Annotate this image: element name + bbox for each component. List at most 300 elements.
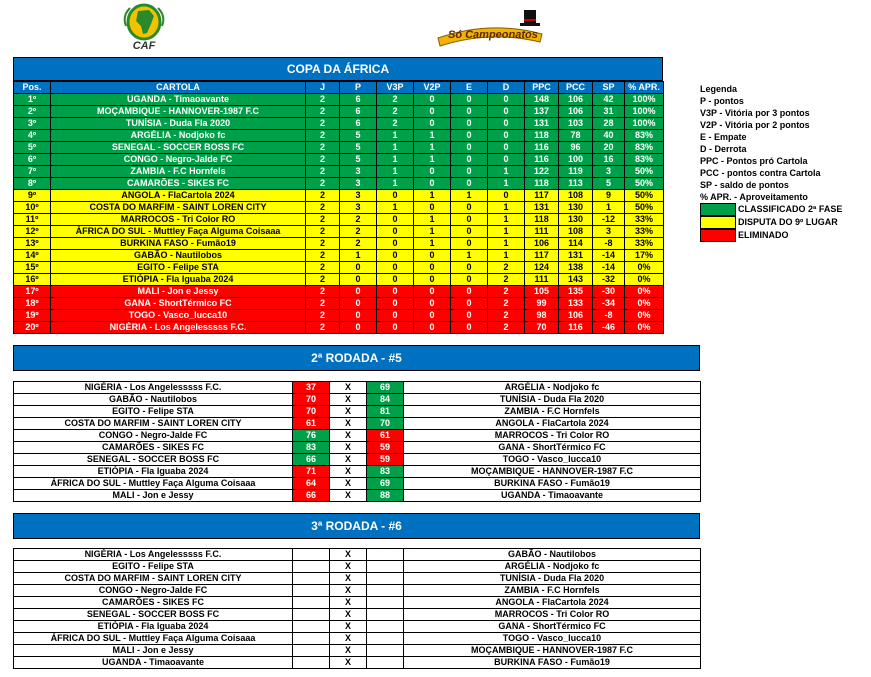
stat-cell: 100%: [625, 106, 664, 118]
stat-cell: 17º: [14, 286, 51, 298]
away-team-cell: BURKINA FASO - Fumão19: [404, 478, 701, 490]
stat-cell: -30: [593, 286, 625, 298]
stat-cell: 143: [559, 274, 593, 286]
standings-row: [14, 178, 664, 190]
away-team-cell: TOGO - Vasco_lucca10: [404, 633, 701, 645]
header-cell: Pos.: [14, 82, 51, 94]
stat-cell: 116: [525, 142, 559, 154]
stat-cell: 3: [593, 166, 625, 178]
header-cell: E: [451, 82, 488, 94]
standings-row: [14, 322, 664, 334]
stat-cell: 33%: [625, 214, 664, 226]
stat-cell: 0: [451, 178, 488, 190]
stat-cell: 1: [377, 178, 414, 190]
stat-cell: 1º: [14, 94, 51, 106]
stat-cell: 137: [525, 106, 559, 118]
legend-item: SP - saldo de pontos: [700, 180, 789, 190]
stat-cell: 0: [414, 262, 451, 274]
versus-cell: X: [330, 597, 367, 609]
stat-cell: 0: [340, 274, 377, 286]
stat-cell: 6: [340, 94, 377, 106]
top-hat-icon: [430, 8, 550, 48]
standings-row: [14, 226, 664, 238]
stat-cell: 83%: [625, 130, 664, 142]
stat-cell: 33%: [625, 238, 664, 250]
standings-row: [14, 142, 664, 154]
match-row: [14, 418, 701, 430]
stat-cell: 1: [488, 178, 525, 190]
versus-cell: X: [330, 382, 367, 394]
match-row: [14, 406, 701, 418]
header-cell: D: [488, 82, 525, 94]
stat-cell: 0: [377, 322, 414, 334]
away-team-cell: MOÇAMBIQUE - HANNOVER-1987 F.C: [404, 466, 701, 478]
standings-row: [14, 262, 664, 274]
stat-cell: 40: [593, 130, 625, 142]
stat-cell: 50%: [625, 190, 664, 202]
round6-matches-table: [13, 548, 701, 669]
stat-cell: 28: [593, 118, 625, 130]
header-cell: V2P: [414, 82, 451, 94]
team-name-cell: TOGO - Vasco_lucca10: [51, 310, 306, 322]
stat-cell: 111: [525, 274, 559, 286]
home-team-cell: EGITO - Felipe STA: [14, 406, 293, 418]
match-row: [14, 454, 701, 466]
stat-cell: 9º: [14, 190, 51, 202]
away-score-cell: 69: [367, 382, 404, 394]
stat-cell: 11º: [14, 214, 51, 226]
legend-item: P - pontos: [700, 96, 744, 106]
legend-color-label: CLASSIFICADO 2ª FASE: [738, 204, 843, 214]
stat-cell: 9: [593, 190, 625, 202]
away-score-cell: 61: [367, 430, 404, 442]
stat-cell: 2: [377, 106, 414, 118]
stat-cell: 108: [559, 190, 593, 202]
stat-cell: 118: [525, 214, 559, 226]
stat-cell: 50%: [625, 202, 664, 214]
standings-row: [14, 118, 664, 130]
away-score-cell: [367, 633, 404, 645]
away-score-cell: 88: [367, 490, 404, 502]
versus-cell: X: [330, 442, 367, 454]
stat-cell: 2: [306, 118, 340, 130]
stat-cell: 50%: [625, 178, 664, 190]
standings-header-row: [14, 82, 664, 94]
stat-cell: 0: [451, 214, 488, 226]
stat-cell: 119: [559, 166, 593, 178]
standings-row: [14, 310, 664, 322]
stat-cell: 106: [559, 94, 593, 106]
versus-cell: X: [330, 418, 367, 430]
stat-cell: 0: [414, 298, 451, 310]
home-score-cell: 37: [293, 382, 330, 394]
so-campeonatos-logo: [430, 8, 550, 48]
legend-item: V3P - Vitória por 3 pontos: [700, 108, 810, 118]
stat-cell: 0: [488, 190, 525, 202]
versus-cell: X: [330, 490, 367, 502]
stat-cell: 0: [451, 286, 488, 298]
home-score-cell: [293, 597, 330, 609]
stat-cell: 106: [559, 106, 593, 118]
standings-row: [14, 94, 664, 106]
away-score-cell: [367, 621, 404, 633]
stat-cell: 33%: [625, 226, 664, 238]
stat-cell: 0: [377, 226, 414, 238]
team-name-cell: GABÃO - Nautilobos: [51, 250, 306, 262]
stat-cell: 0: [414, 310, 451, 322]
stat-cell: 1: [488, 250, 525, 262]
away-team-cell: MARROCOS - Tri Color RO: [404, 430, 701, 442]
home-score-cell: 64: [293, 478, 330, 490]
stat-cell: 20: [593, 142, 625, 154]
home-score-cell: 71: [293, 466, 330, 478]
stat-cell: 2: [306, 202, 340, 214]
legend-swatch: [700, 216, 736, 229]
home-score-cell: 61: [293, 418, 330, 430]
home-score-cell: [293, 609, 330, 621]
stat-cell: 108: [559, 226, 593, 238]
stat-cell: 1: [377, 202, 414, 214]
stat-cell: 0: [451, 130, 488, 142]
home-score-cell: [293, 585, 330, 597]
stat-cell: 98: [525, 310, 559, 322]
team-name-cell: MARROCOS - Tri Color RO: [51, 214, 306, 226]
home-score-cell: [293, 633, 330, 645]
home-team-cell: GABÃO - Nautilobos: [14, 394, 293, 406]
home-score-cell: [293, 645, 330, 657]
team-name-cell: ETIÓPIA - Fla Iguaba 2024: [51, 274, 306, 286]
stat-cell: 5: [340, 130, 377, 142]
stat-cell: 0: [377, 238, 414, 250]
stat-cell: 0%: [625, 322, 664, 334]
stat-cell: 2: [306, 274, 340, 286]
away-team-cell: TUNÍSIA - Duda Fla 2020: [404, 394, 701, 406]
home-team-cell: CAMARÕES - SIKES FC: [14, 442, 293, 454]
legend-color-item: [700, 229, 842, 242]
away-team-cell: UGANDA - Timaoavante: [404, 490, 701, 502]
stat-cell: 2: [306, 106, 340, 118]
away-team-cell: BURKINA FASO - Fumão19: [404, 657, 701, 669]
standings-row: [14, 214, 664, 226]
match-row: [14, 549, 701, 561]
team-name-cell: MOÇAMBIQUE - HANNOVER-1987 F.C: [51, 106, 306, 118]
stat-cell: 0%: [625, 262, 664, 274]
stat-cell: 0: [340, 286, 377, 298]
standings-row: [14, 154, 664, 166]
home-score-cell: 70: [293, 406, 330, 418]
away-team-cell: ARGÉLIA - Nodjoko fc: [404, 382, 701, 394]
away-score-cell: 84: [367, 394, 404, 406]
stat-cell: 0: [451, 118, 488, 130]
match-row: [14, 609, 701, 621]
stat-cell: 105: [525, 286, 559, 298]
stat-cell: 0: [414, 166, 451, 178]
stat-cell: 1: [414, 238, 451, 250]
versus-cell: X: [330, 466, 367, 478]
stat-cell: 70: [525, 322, 559, 334]
home-team-cell: CONGO - Negro-Jalde FC: [14, 430, 293, 442]
away-score-cell: 83: [367, 466, 404, 478]
away-score-cell: [367, 657, 404, 669]
standings-row: [14, 166, 664, 178]
home-score-cell: 70: [293, 394, 330, 406]
stat-cell: 131: [525, 202, 559, 214]
stat-cell: 138: [559, 262, 593, 274]
stat-cell: 4º: [14, 130, 51, 142]
stat-cell: 1: [488, 238, 525, 250]
versus-cell: X: [330, 430, 367, 442]
stat-cell: 78: [559, 130, 593, 142]
stat-cell: 2: [306, 286, 340, 298]
header-cell: J: [306, 82, 340, 94]
stat-cell: 122: [525, 166, 559, 178]
match-row: [14, 466, 701, 478]
stat-cell: 0: [414, 178, 451, 190]
home-score-cell: [293, 657, 330, 669]
match-row: [14, 394, 701, 406]
home-team-cell: NIGÉRIA - Los Angelesssss F.C.: [14, 382, 293, 394]
team-name-cell: CAMARÕES - SIKES FC: [51, 178, 306, 190]
stat-cell: 2: [306, 238, 340, 250]
away-score-cell: [367, 585, 404, 597]
stat-cell: 0: [414, 250, 451, 262]
stat-cell: 0: [377, 310, 414, 322]
stat-cell: 2: [340, 214, 377, 226]
legend-color-label: DISPUTA DO 9º LUGAR: [738, 217, 838, 228]
stat-cell: 2: [306, 226, 340, 238]
stat-cell: 148: [525, 94, 559, 106]
match-row: [14, 430, 701, 442]
legend-color-item: [700, 203, 842, 216]
stat-cell: 0: [377, 214, 414, 226]
stat-cell: 0%: [625, 310, 664, 322]
stat-cell: 0: [451, 298, 488, 310]
versus-cell: X: [330, 478, 367, 490]
stat-cell: 2: [377, 118, 414, 130]
stat-cell: 131: [525, 118, 559, 130]
legend-item: % APR. - Aproveitamento: [700, 192, 808, 202]
stat-cell: 2: [488, 322, 525, 334]
legend-color-item: [700, 216, 842, 229]
stat-cell: 1: [451, 190, 488, 202]
stat-cell: 13º: [14, 238, 51, 250]
stat-cell: 2: [306, 166, 340, 178]
stat-cell: 0: [340, 262, 377, 274]
legend-swatch: [700, 229, 736, 242]
home-score-cell: 66: [293, 454, 330, 466]
home-team-cell: MALI - Jon e Jessy: [14, 645, 293, 657]
away-score-cell: 81: [367, 406, 404, 418]
stat-cell: 3: [593, 226, 625, 238]
versus-cell: X: [330, 454, 367, 466]
stat-cell: 118: [525, 178, 559, 190]
home-team-cell: UGANDA - Timaoavante: [14, 657, 293, 669]
legend-item: D - Derrota: [700, 144, 747, 154]
legend-title: Legenda: [700, 84, 738, 94]
standings-title: COPA DA ÁFRICA: [13, 57, 663, 81]
stat-cell: 100%: [625, 118, 664, 130]
stat-cell: 103: [559, 118, 593, 130]
team-name-cell: EGITO - Felipe STA: [51, 262, 306, 274]
header-cell: CARTOLA: [51, 82, 306, 94]
away-team-cell: ZAMBIA - F.C Hornfels: [404, 585, 701, 597]
stat-cell: 1: [340, 250, 377, 262]
standings-row: [14, 250, 664, 262]
match-row: [14, 573, 701, 585]
stat-cell: 2: [306, 142, 340, 154]
team-name-cell: MALI - Jon e Jessy: [51, 286, 306, 298]
home-score-cell: 66: [293, 490, 330, 502]
header-cell: % APR.: [625, 82, 664, 94]
stat-cell: 0: [377, 262, 414, 274]
team-name-cell: ÁFRICA DO SUL - Muttley Faça Alguma Coisaaa: [51, 226, 306, 238]
stat-cell: 16º: [14, 274, 51, 286]
header-cell: SP: [593, 82, 625, 94]
stat-cell: 1: [451, 250, 488, 262]
home-score-cell: [293, 561, 330, 573]
stat-cell: 0: [488, 130, 525, 142]
away-team-cell: GANA - ShortTérmico FC: [404, 442, 701, 454]
versus-cell: X: [330, 561, 367, 573]
header-logos: [0, 0, 871, 56]
away-team-cell: ANGOLA - FlaCartola 2024: [404, 597, 701, 609]
stat-cell: -14: [593, 250, 625, 262]
away-score-cell: [367, 573, 404, 585]
stat-cell: 10º: [14, 202, 51, 214]
team-name-cell: NIGÉRIA - Los Angelesssss F.C.: [51, 322, 306, 334]
stat-cell: 0: [451, 310, 488, 322]
round5-matches-table: [13, 381, 701, 502]
stat-cell: 1: [377, 154, 414, 166]
versus-cell: X: [330, 549, 367, 561]
stat-cell: 1: [414, 214, 451, 226]
stat-cell: 1: [414, 142, 451, 154]
stat-cell: -8: [593, 238, 625, 250]
stat-cell: 1: [377, 142, 414, 154]
standings-row: [14, 106, 664, 118]
caf-logo-text: CAF: [132, 40, 156, 52]
stat-cell: 2: [306, 262, 340, 274]
stat-cell: 15º: [14, 262, 51, 274]
stat-cell: 1: [414, 130, 451, 142]
stat-cell: -14: [593, 262, 625, 274]
stat-cell: 0: [451, 166, 488, 178]
stat-cell: 0: [377, 286, 414, 298]
stat-cell: 0: [488, 118, 525, 130]
stat-cell: 0: [451, 322, 488, 334]
stat-cell: 1: [488, 214, 525, 226]
stat-cell: 83%: [625, 154, 664, 166]
stat-cell: 3º: [14, 118, 51, 130]
stat-cell: 130: [559, 214, 593, 226]
stat-cell: -12: [593, 214, 625, 226]
stat-cell: 19º: [14, 310, 51, 322]
away-team-cell: ZAMBIA - F.C Hornfels: [404, 406, 701, 418]
stat-cell: 1: [593, 202, 625, 214]
stat-cell: 1: [377, 166, 414, 178]
stat-cell: 0%: [625, 286, 664, 298]
stat-cell: 106: [525, 238, 559, 250]
match-row: [14, 490, 701, 502]
stat-cell: 99: [525, 298, 559, 310]
away-team-cell: ARGÉLIA - Nodjoko fc: [404, 561, 701, 573]
stat-cell: 6: [340, 118, 377, 130]
header-cell: V3P: [377, 82, 414, 94]
versus-cell: X: [330, 394, 367, 406]
home-team-cell: CONGO - Negro-Jalde FC: [14, 585, 293, 597]
home-team-cell: SENEGAL - SOCCER BOSS FC: [14, 454, 293, 466]
stat-cell: 2: [340, 226, 377, 238]
home-team-cell: NIGÉRIA - Los Angelesssss F.C.: [14, 549, 293, 561]
stat-cell: 2: [488, 298, 525, 310]
stat-cell: 6º: [14, 154, 51, 166]
standings-table: [13, 81, 664, 334]
stat-cell: 100: [559, 154, 593, 166]
stat-cell: 113: [559, 178, 593, 190]
away-score-cell: 70: [367, 418, 404, 430]
team-name-cell: SENEGAL - SOCCER BOSS FC: [51, 142, 306, 154]
stat-cell: 14º: [14, 250, 51, 262]
home-score-cell: [293, 573, 330, 585]
stat-cell: -34: [593, 298, 625, 310]
stat-cell: 18º: [14, 298, 51, 310]
home-team-cell: COSTA DO MARFIM - SAINT LOREN CITY: [14, 418, 293, 430]
team-name-cell: ZAMBIA - F.C Hornfels: [51, 166, 306, 178]
away-team-cell: TUNÍSIA - Duda Fla 2020: [404, 573, 701, 585]
standings-row: [14, 202, 664, 214]
stat-cell: 2: [488, 262, 525, 274]
stat-cell: 0: [488, 94, 525, 106]
stat-cell: 50%: [625, 166, 664, 178]
stat-cell: 5: [340, 142, 377, 154]
round5-title: 2ª RODADA - #5: [13, 345, 700, 371]
stat-cell: 0: [340, 298, 377, 310]
versus-cell: X: [330, 406, 367, 418]
match-row: [14, 597, 701, 609]
away-team-cell: ANGOLA - FlaCartola 2024: [404, 418, 701, 430]
standings-body: [14, 94, 664, 334]
stat-cell: 130: [559, 202, 593, 214]
standings-row: [14, 190, 664, 202]
stat-cell: 0: [377, 298, 414, 310]
stat-cell: 31: [593, 106, 625, 118]
stat-cell: 5º: [14, 142, 51, 154]
away-score-cell: [367, 561, 404, 573]
stat-cell: 0: [451, 154, 488, 166]
away-score-cell: [367, 609, 404, 621]
legend: [700, 83, 842, 242]
stat-cell: 5: [593, 178, 625, 190]
stat-cell: 0: [451, 106, 488, 118]
stat-cell: 0: [340, 310, 377, 322]
stat-cell: 0: [377, 190, 414, 202]
stat-cell: 2: [488, 286, 525, 298]
versus-cell: X: [330, 585, 367, 597]
home-team-cell: COSTA DO MARFIM - SAINT LOREN CITY: [14, 573, 293, 585]
away-score-cell: [367, 549, 404, 561]
versus-cell: X: [330, 657, 367, 669]
stat-cell: 0%: [625, 298, 664, 310]
versus-cell: X: [330, 573, 367, 585]
home-score-cell: 76: [293, 430, 330, 442]
team-name-cell: GANA - ShortTérmico FC: [51, 298, 306, 310]
stat-cell: 0: [414, 274, 451, 286]
stat-cell: 2: [377, 94, 414, 106]
stat-cell: 0: [377, 250, 414, 262]
stat-cell: 2: [306, 154, 340, 166]
stat-cell: 1: [377, 130, 414, 142]
versus-cell: X: [330, 645, 367, 657]
